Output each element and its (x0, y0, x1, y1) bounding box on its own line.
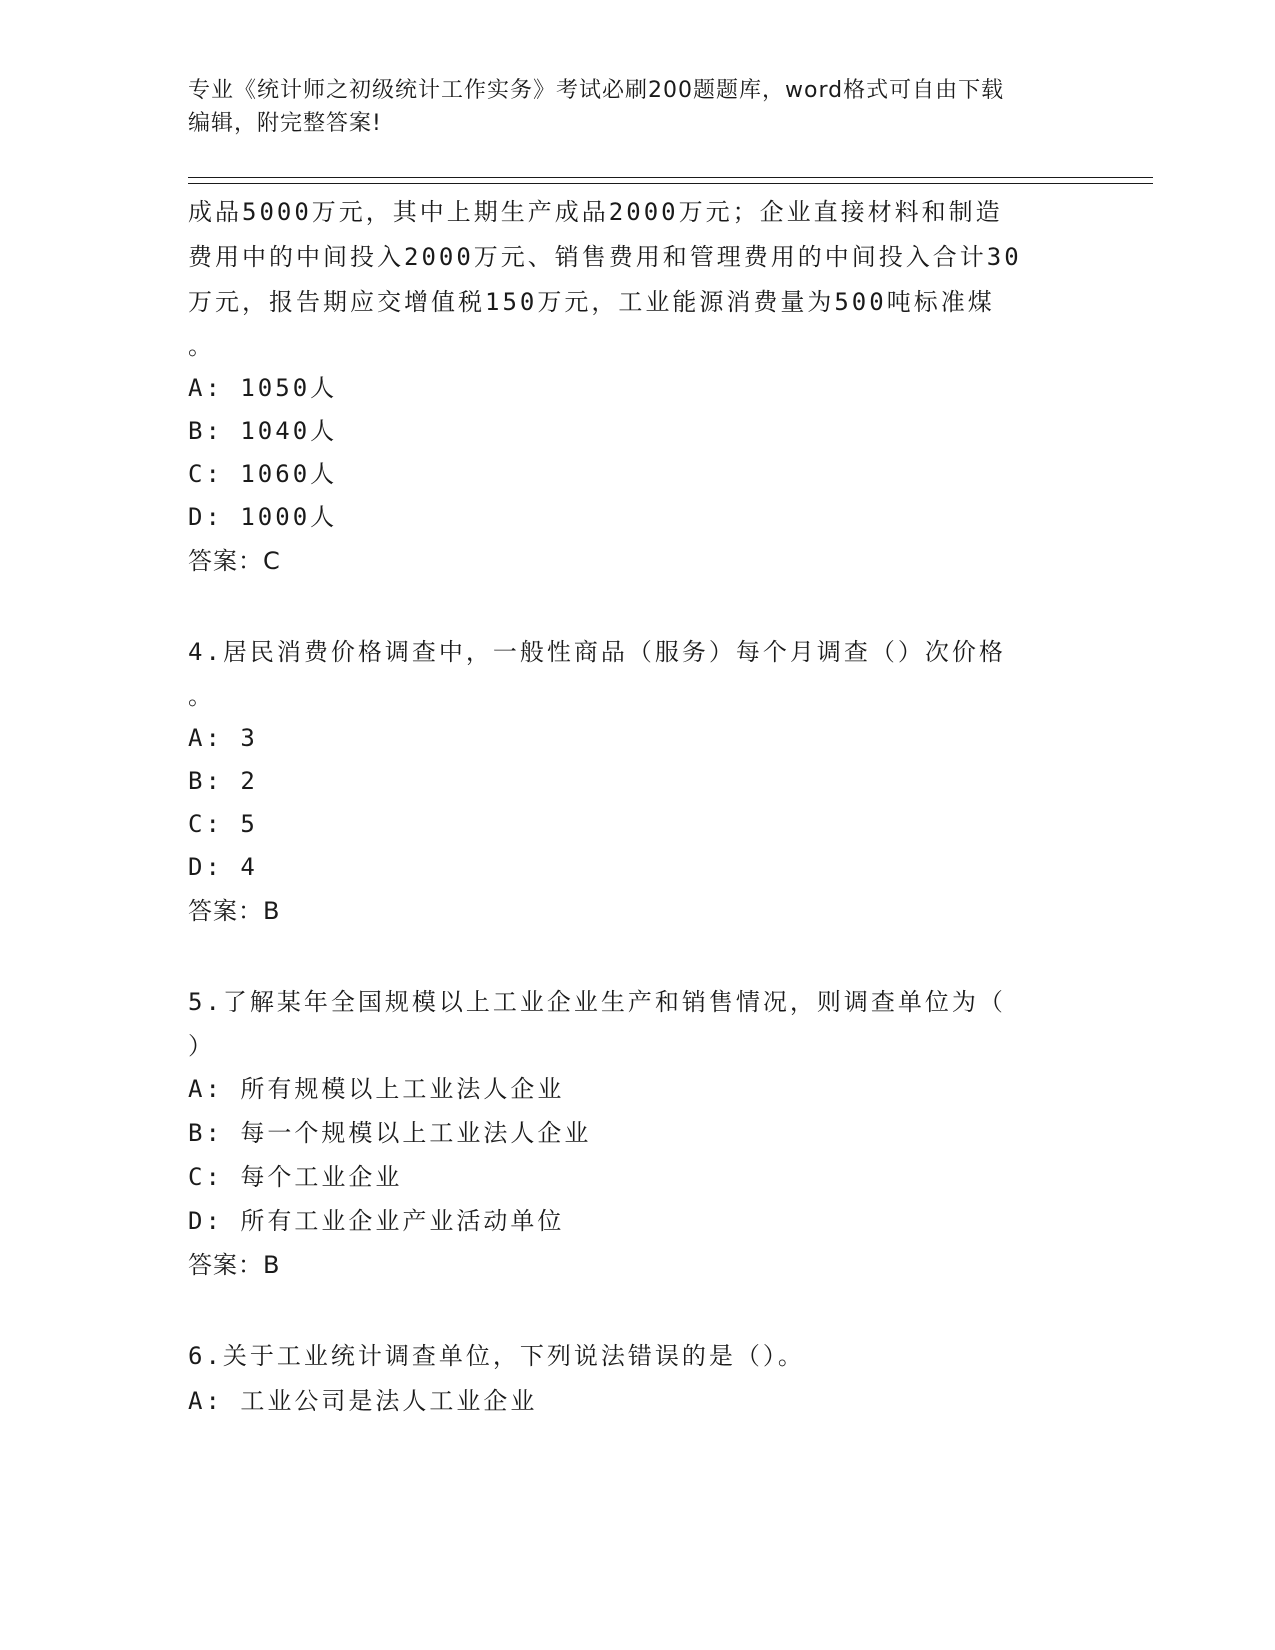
header-divider-top (188, 177, 1153, 178)
option-b: B: 1040人 (188, 417, 338, 445)
question-title-line: 5.了解某年全国规模以上工业企业生产和销售情况，则调查单位为（ (188, 988, 1006, 1016)
header-divider-bottom (188, 183, 1153, 184)
question-title-line: ） (188, 1032, 215, 1060)
option-d: D: 所有工业企业产业活动单位 (188, 1207, 565, 1235)
question-5 (188, 980, 1088, 1288)
option-a: A: 所有规模以上工业法人企业 (188, 1075, 565, 1103)
question-3-continued (188, 190, 1088, 584)
header-title-line-2: 编辑，附完整答案! (188, 111, 382, 136)
option-b: B: 每一个规模以上工业法人企业 (188, 1119, 592, 1147)
question-text-line: 万元，报告期应交增值税150万元，工业能源消费量为500吨标准煤 (188, 288, 995, 316)
option-d: D: 4 (188, 853, 258, 881)
question-text-line: 。 (188, 332, 215, 360)
question-6 (188, 1334, 1088, 1424)
option-c: C: 每个工业企业 (188, 1163, 403, 1191)
answer-line: 答案：C (188, 547, 281, 575)
option-a: A: 3 (188, 724, 258, 752)
option-c: C: 5 (188, 810, 258, 838)
document-body (188, 190, 1088, 1424)
question-4 (188, 630, 1088, 934)
option-d: D: 1000人 (188, 503, 338, 531)
option-a: A: 1050人 (188, 374, 338, 402)
document-header (188, 74, 1068, 140)
answer-line: 答案：B (188, 1251, 281, 1279)
header-title-line-1: 专业《统计师之初级统计工作实务》考试必刷200题题库，word格式可自由下载 (188, 78, 1005, 103)
question-title-line: 4.居民消费价格调查中，一般性商品（服务）每个月调查（）次价格 (188, 638, 1006, 666)
question-title-line: 。 (188, 682, 215, 710)
question-text-line: 费用中的中间投入2000万元、销售费用和管理费用的中间投入合计30 (188, 243, 1022, 271)
spacer (188, 1288, 1088, 1334)
question-text-line: 成品5000万元，其中上期生产成品2000万元；企业直接材料和制造 (188, 198, 1003, 226)
option-c: C: 1060人 (188, 460, 338, 488)
option-b: B: 2 (188, 767, 258, 795)
option-a: A: 工业公司是法人工业企业 (188, 1387, 538, 1415)
spacer (188, 584, 1088, 630)
answer-line: 答案：B (188, 897, 281, 925)
question-title-line: 6.关于工业统计调查单位，下列说法错误的是（）。 (188, 1342, 805, 1370)
spacer (188, 934, 1088, 980)
